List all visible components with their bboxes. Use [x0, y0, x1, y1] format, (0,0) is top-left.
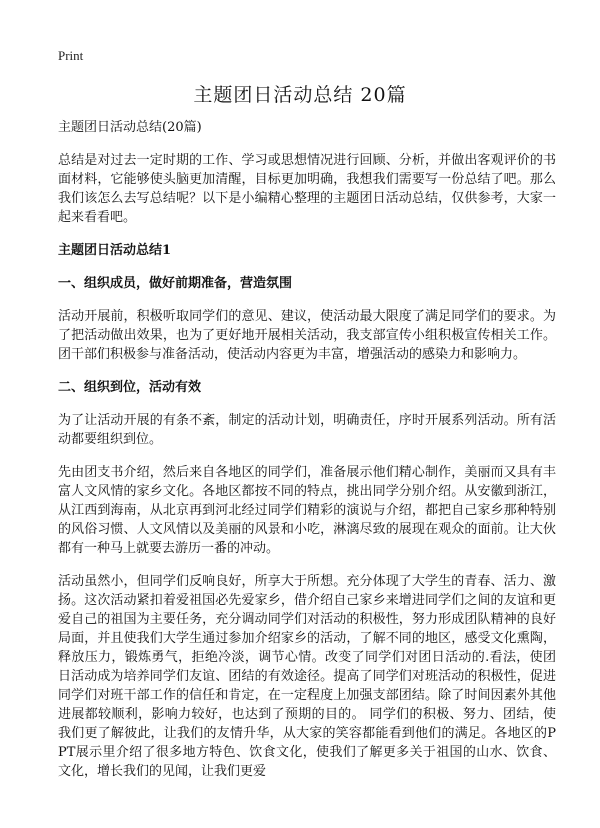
document-subtitle: 主题团日活动总结(20篇) [58, 120, 202, 135]
document-body [58, 118, 556, 795]
paragraph-1: 活动开展前，积极听取同学们的意见、建议，使活动最大限度了满足同学们的要求。为了把活动做出效果，也为了更好地开展相关活动，我支部宣传小组积极宣传相关工作。团干部们积极参与准备活动，使活动内容更为丰富，增强活动的感染力和影响力。 [58, 309, 556, 362]
paragraph-2: 为了让活动开展的有条不紊，制定的活动计划，明确责任，序时开展系列活动。所有活动都要组织到位。 [58, 413, 556, 447]
page-title: 主题团日活动总结 20篇 [193, 84, 407, 106]
section-title: 主题团日活动总结1 [58, 243, 172, 258]
heading-1: 一、组织成员，做好前期准备，营造氛围 [58, 276, 293, 291]
intro-paragraph: 总结是对过去一定时期的工作、学习或思想情况进行回顾、分析，并做出客观评价的书面材料，它能够使头脑更加清醒，目标更加明确，我想我们需要写一份总结了吧。那么我们该怎么去写总结呢？以下是小编精心整理的主题团日活动总结，仅供参考，大家一起来看看吧。 [58, 153, 556, 225]
paragraph-4: 活动虽然小，但同学们反响良好，所享大于所想。充分体现了大学生的青春、活力、激扬。这次活动紧扣着爱祖国必先爱家乡，借介绍自己家乡来增进同学们之间的友谊和更爱自己的祖国为主要任务，充分调动同学们对活动的积极性，努力形成团队精神的良好局面，并且使我们大学生通过参加介绍家乡的活动，了解不同的地区，感受文化熏陶，释放压力，锻炼勇气，拒绝冷淡，调节心情。改变了同学们对团日活动的.看法，使团日活动成为培养同学们友谊、团结的有效途径。提高了同学们对班活动的积极性，促进同学们对班干部工作的信任和肯定，在一定程度上加强支部团结。除了时间因素外其他进展都较顺利，影响力较好，也达到了预期的目的。 同学们的积极、努力、团结，使我们更了解彼此，让我们的友情升华，从大家的笑容都能看到他们的满足。各地区的PPT展示里介绍了很多地方特色、饮食文化，使我们了解更多关于祖国的山水、饮食、文化，增长我们的见闻，让我们更爱 [58, 574, 556, 779]
paragraph-3: 先由团支书介绍，然后来自各地区的同学们，准备展示他们精心制作，美丽而又具有丰富人文风情的家乡文化。各地区都按不同的特点，挑出同学分别介绍。从安徽到浙江，从江西到海南，从北京再到河北经过同学们精彩的演说与介绍，都把自己家乡那种特别的风俗习惯、人文风情以及美丽的风景和小吃，淋漓尽致的展现在观众的面前。让大伙都有一种马上就要去游历一番的冲动。 [58, 465, 556, 556]
heading-2: 二、组织到位，活动有效 [58, 380, 202, 395]
print-label: Print [58, 48, 84, 63]
